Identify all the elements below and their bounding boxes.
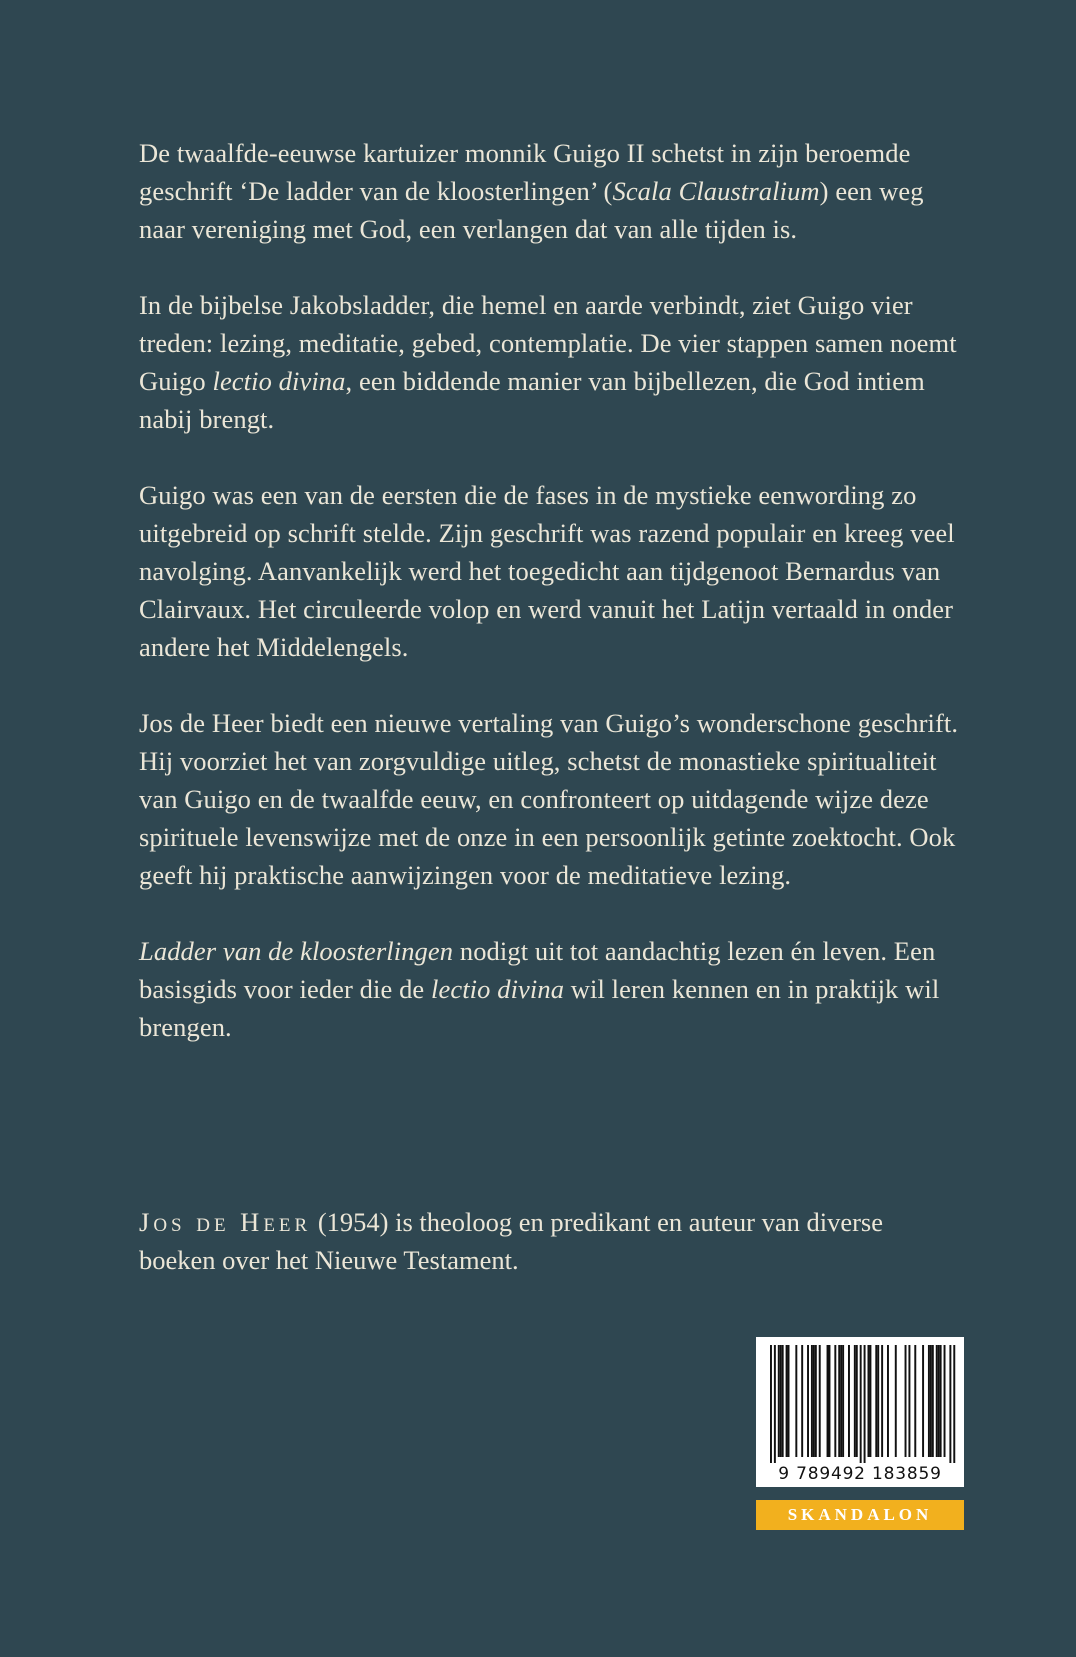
blurb bbox=[139, 134, 959, 1084]
barcode-bar bbox=[936, 1345, 938, 1457]
barcode-bar bbox=[801, 1345, 803, 1457]
barcode-bar bbox=[788, 1345, 790, 1457]
barcode-bar bbox=[834, 1345, 836, 1457]
barcode-bar bbox=[881, 1345, 883, 1457]
barcode-bar bbox=[922, 1345, 924, 1457]
barcode-bar bbox=[856, 1345, 858, 1457]
barcode-bar bbox=[953, 1345, 955, 1463]
barcode-bar bbox=[908, 1345, 910, 1457]
paragraph-text: wil leren kennen en in praktijk wil brengen. bbox=[139, 974, 940, 1042]
barcode-bar bbox=[930, 1345, 932, 1457]
paragraph-text: , een biddende manier van bijbellezen, die God intiem nabij brengt. bbox=[139, 366, 925, 434]
author-bio bbox=[139, 1203, 959, 1279]
barcode-bar bbox=[868, 1345, 870, 1457]
barcode-bar bbox=[811, 1345, 813, 1457]
barcode-bar bbox=[848, 1345, 850, 1457]
barcode-bar bbox=[875, 1345, 877, 1457]
italic-title-text: Ladder van de kloosterlingen bbox=[139, 936, 454, 966]
blurb-paragraph-2 bbox=[139, 286, 959, 438]
barcode-bar bbox=[895, 1345, 897, 1457]
italic-title-text: lectio divina bbox=[431, 974, 565, 1004]
barcode-bar bbox=[827, 1345, 829, 1457]
blurb-paragraph-5 bbox=[139, 932, 959, 1046]
barcode-bar bbox=[813, 1345, 815, 1457]
barcode-bar bbox=[778, 1345, 780, 1457]
barcode-bar bbox=[838, 1345, 840, 1457]
paragraph-text: De twaalfde-eeuwse kartuizer monnik Guigo II schetst in zijn beroemde geschrift ‘De ladder van de kloosterlingen’ ( bbox=[139, 138, 911, 206]
paragraph-text: Guigo was een van de eersten die de fases in de mystieke eenwording zo uitgebreid op schrift stelde. Zijn geschrift was razend populair en kreeg veel navolging. Aanvankelijk werd het toegedicht aan tijdgenoot Bernardus van Clairvaux. Het circuleerde volop en werd vanuit het Latijn vertaald in onder andere het Middelengels. bbox=[139, 480, 955, 662]
paragraph-text: nodigt uit tot aandachtig lezen én leven. Een basisgids voor ieder die de bbox=[139, 936, 936, 1004]
barcode-bar bbox=[938, 1345, 940, 1457]
barcode-bars bbox=[756, 1337, 964, 1465]
paragraph-text: In de bijbelse Jakobsladder, die hemel en aarde verbindt, ziet Guigo vier treden: lezing, meditatie, gebed, contemplatie. De vier stappen samen noemt Guigo bbox=[139, 290, 957, 396]
author-bio-text: (1954) is theoloog en predikant en auteur van diverse boeken over het Nieuwe Testament. bbox=[139, 1207, 883, 1275]
barcode-bar bbox=[887, 1345, 889, 1457]
blurb-paragraph-1 bbox=[139, 134, 959, 248]
publisher-name: SKANDALON bbox=[787, 1505, 933, 1524]
barcode-bar bbox=[949, 1345, 951, 1463]
barcode-bar bbox=[914, 1345, 916, 1457]
barcode-bar bbox=[854, 1345, 856, 1457]
paragraph-text: ) een weg naar vereniging met God, een verlangen dat van alle tijden is. bbox=[139, 176, 924, 244]
barcode-bar bbox=[932, 1345, 934, 1457]
barcode-bar bbox=[877, 1345, 879, 1457]
barcode-bar bbox=[842, 1345, 844, 1457]
barcode-bar bbox=[774, 1345, 776, 1463]
isbn-number: 9 789492 183859 bbox=[778, 1464, 942, 1484]
barcode-bar bbox=[869, 1345, 871, 1457]
barcode-bar bbox=[815, 1345, 817, 1457]
barcode-bar bbox=[905, 1345, 907, 1457]
barcode-bar bbox=[782, 1345, 784, 1457]
italic-title-text: Scala Claustralium bbox=[612, 176, 820, 206]
barcode-bar bbox=[807, 1345, 809, 1457]
publisher-logo bbox=[756, 1500, 964, 1530]
barcode-bar bbox=[786, 1345, 788, 1457]
author-name: Jos de Heer bbox=[139, 1207, 312, 1237]
italic-title-text: lectio divina bbox=[212, 366, 346, 396]
blurb-paragraph-3 bbox=[139, 476, 959, 666]
isbn-barcode bbox=[756, 1337, 964, 1487]
barcode-bar bbox=[840, 1345, 842, 1457]
barcode-bar bbox=[940, 1345, 942, 1457]
barcode-bar bbox=[864, 1345, 866, 1463]
barcode-bar bbox=[770, 1345, 772, 1463]
paragraph-text: Jos de Heer biedt een nieuwe vertaling van Guigo’s wonderschone geschrift. Hij voorziet het van zorgvuldige uitleg, schetst de monastieke spiritualiteit van Guigo en de twaalfde eeuw, en confronteert op uitdagende wijze deze spirituele levenswijze met de onze in een persoonlijk getinte zoektocht. Ook geeft hij praktische aanwijzingen voor de meditatieve lezing. bbox=[139, 708, 959, 890]
blurb-paragraph-4 bbox=[139, 704, 959, 894]
barcode-bar bbox=[928, 1345, 930, 1457]
barcode-bar bbox=[860, 1345, 862, 1463]
barcode-bar bbox=[780, 1345, 782, 1457]
barcode-bar bbox=[829, 1345, 831, 1457]
barcode-bar bbox=[795, 1345, 797, 1457]
barcode-bar bbox=[819, 1345, 821, 1457]
barcode-bar bbox=[944, 1345, 946, 1457]
